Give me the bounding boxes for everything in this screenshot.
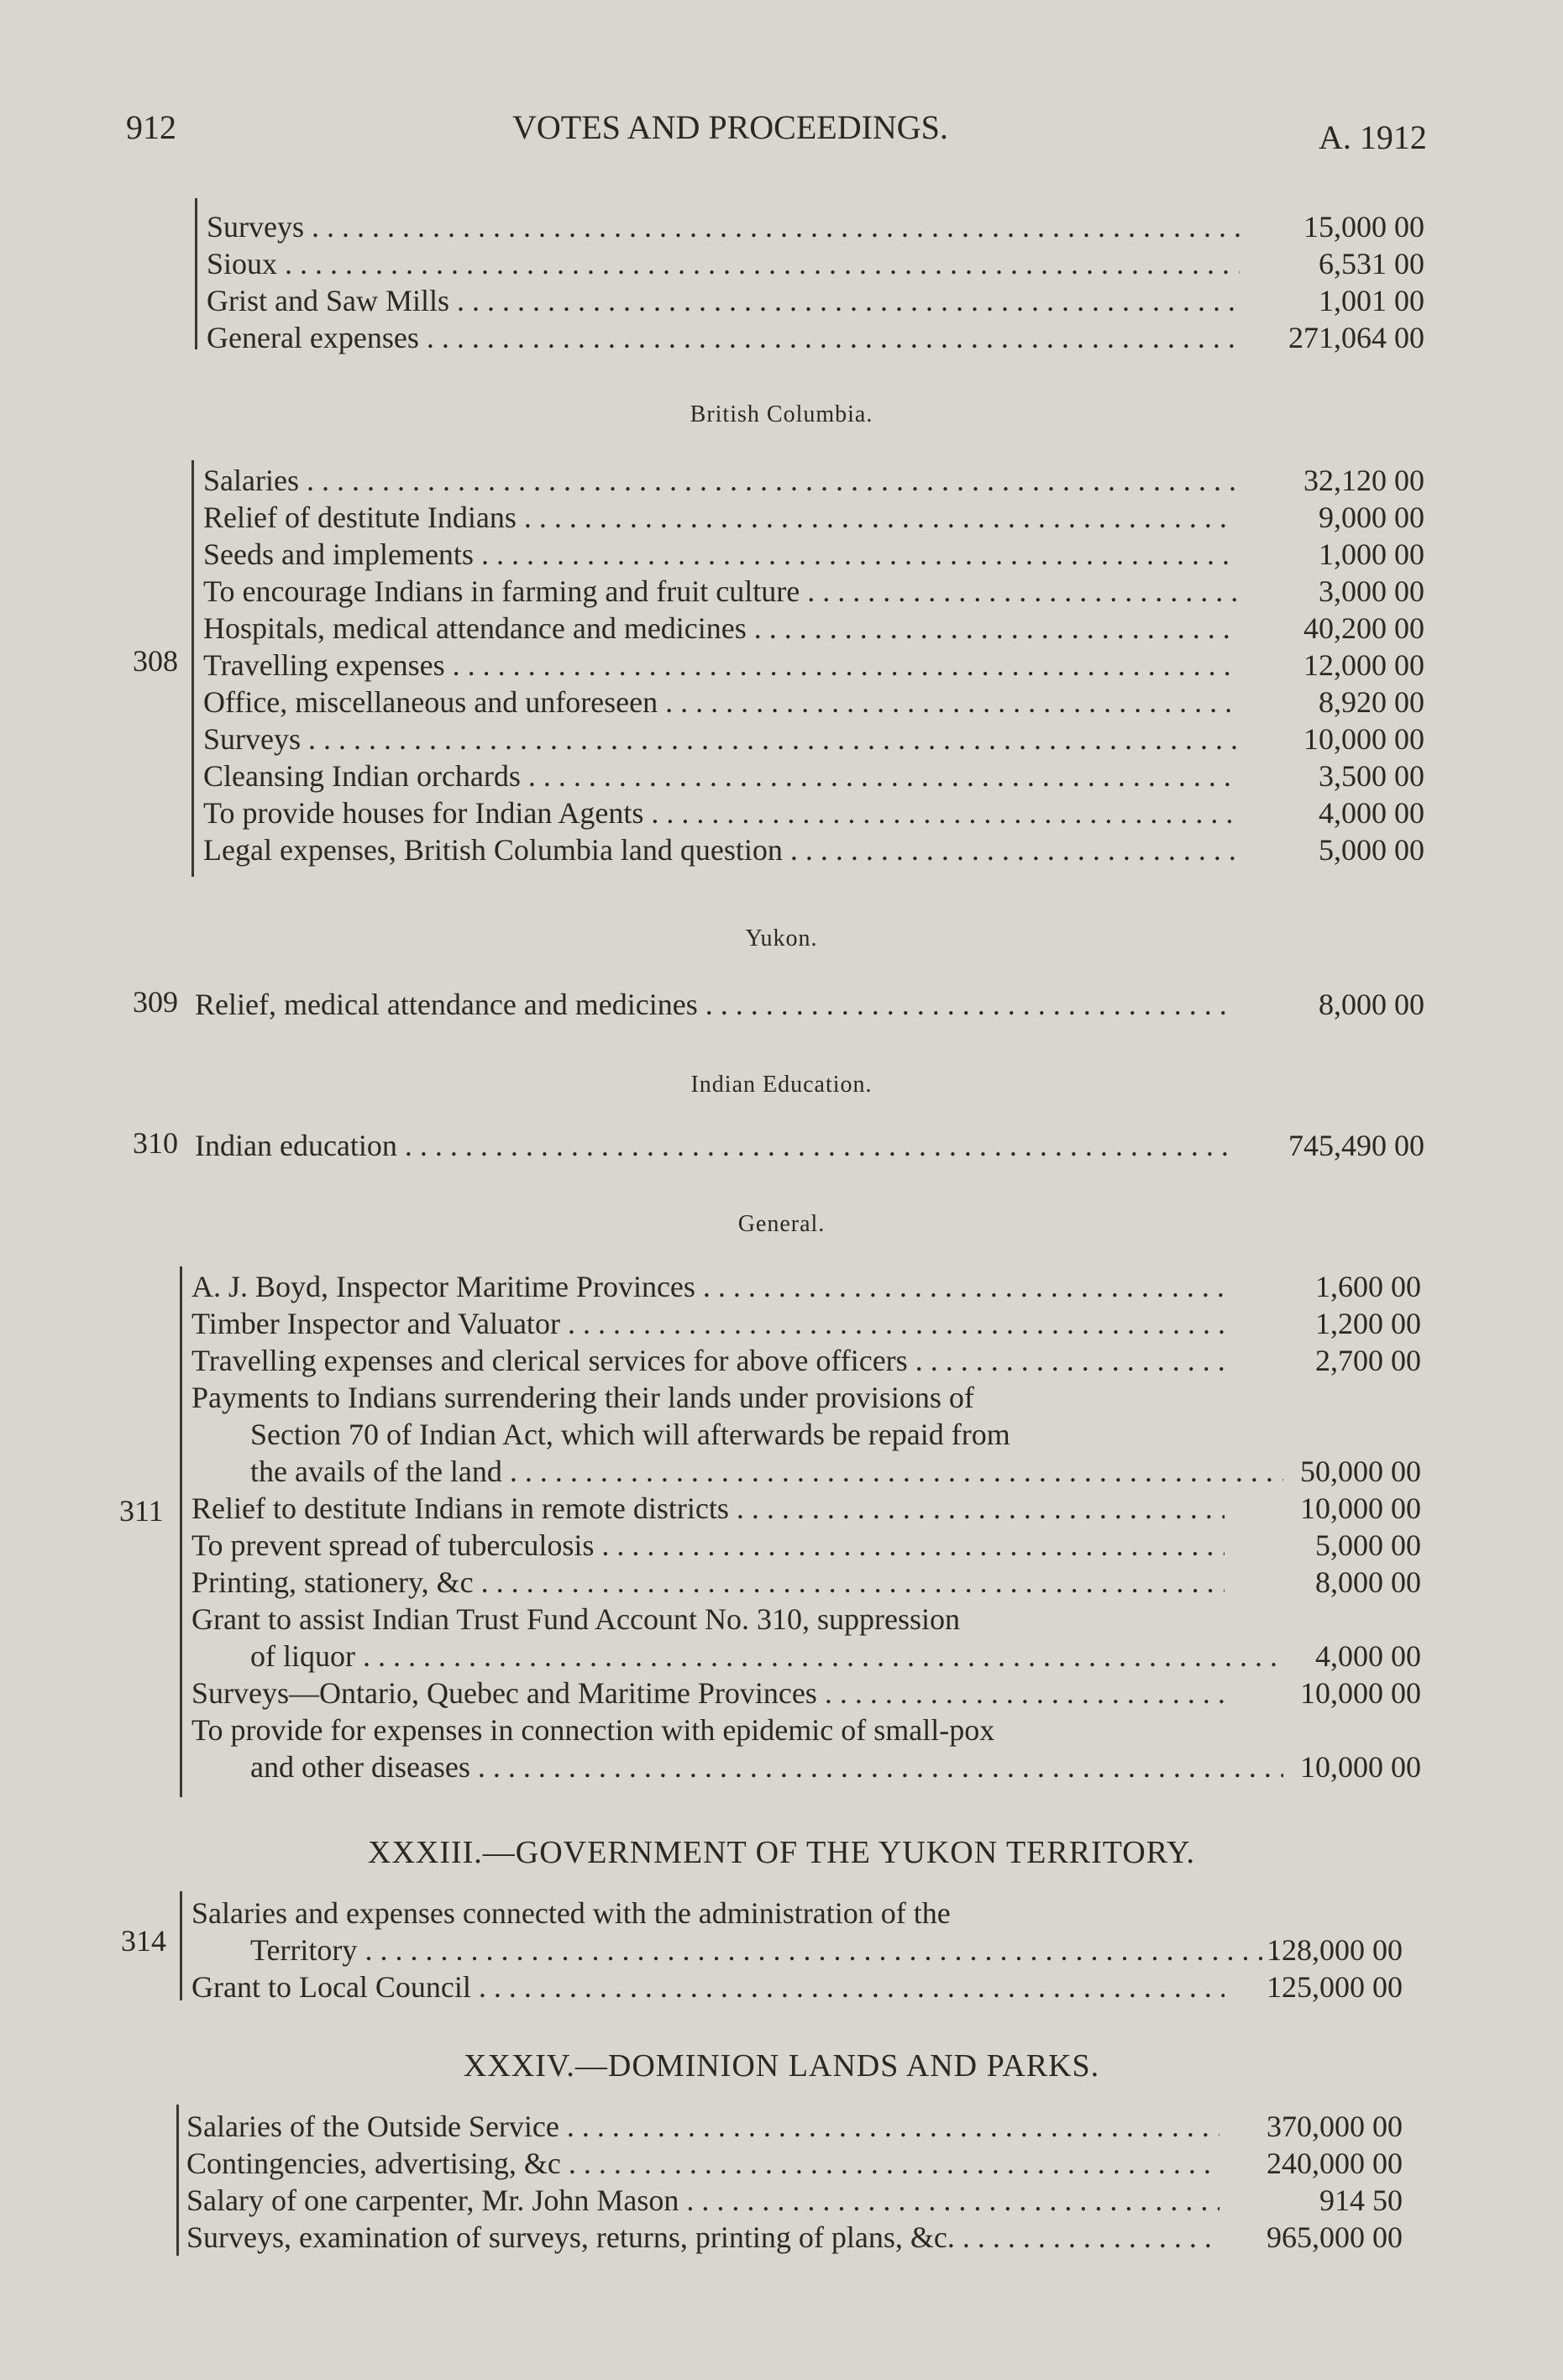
vote-number-311: 311: [119, 1494, 164, 1528]
list-item: Sioux . . . 6,531 00: [207, 245, 1424, 282]
list-item: Relief of destitute Indians . . . 9,000 00: [203, 499, 1424, 536]
list-item: Indian education . . . 745,490 00: [195, 1127, 1424, 1164]
section-heading-dominion-lands: XXXIV.—DOMINION LANDS AND PARKS.: [463, 2048, 1100, 2084]
list-item: Salaries . . . 32,120 00: [203, 462, 1424, 499]
list-item: Contingencies, advertising, &c . . . 240,000 00: [186, 2145, 1403, 2182]
list-item: Travelling expenses and clerical services for above officers . . . 2,700 00: [191, 1342, 1421, 1379]
brace-dominion-lands: [176, 2105, 179, 2256]
vote-number-310: 310: [133, 1126, 178, 1160]
list-item: Surveys . . . 15,000 00: [207, 208, 1424, 245]
brace-yukon-government: [180, 1891, 182, 2000]
section-heading-yukon-government: XXXIII.—GOVERNMENT OF THE YUKON TERRITORY.: [368, 1835, 1195, 1870]
section-heading-british-columbia: British Columbia.: [690, 401, 873, 427]
list-item: Grist and Saw Mills . . . 1,001 00: [207, 282, 1424, 319]
section-heading-general: General.: [737, 1211, 826, 1237]
list-item: of liquor . . . 4,000 00: [191, 1638, 1421, 1675]
list-item: and other diseases . . . 10,000 00: [191, 1748, 1421, 1785]
list-item: Territory . . . 128,000 00: [191, 1932, 1403, 1968]
list-item-line: Section 70 of Indian Act, which will afterwards be repaid from: [250, 1418, 1010, 1451]
vote-number-309: 309: [133, 985, 178, 1019]
list-item: Office, miscellaneous and unforeseen . . . 8,920 00: [203, 684, 1424, 721]
list-item: Seeds and implements . . . 1,000 00: [203, 536, 1424, 573]
list-item: the avails of the land . . . 50,000 00: [191, 1453, 1421, 1490]
brace-top-group: [195, 198, 197, 349]
list-item-line: Salaries and expenses connected with the administration of the: [191, 1896, 951, 1930]
list-item: Travelling expenses . . . 12,000 00: [203, 647, 1424, 684]
list-item: Legal expenses, British Columbia land question . . . 5,000 00: [203, 831, 1424, 868]
section-heading-indian-education: Indian Education.: [690, 1072, 873, 1098]
list-item: To provide houses for Indian Agents . . . 4,000 00: [203, 794, 1424, 831]
list-item: A. J. Boyd, Inspector Maritime Provinces . . . 1,600 00: [191, 1268, 1421, 1305]
list-item: Cleansing Indian orchards . . . 3,500 00: [203, 758, 1424, 794]
list-item-line: To provide for expenses in connection with epidemic of small-pox: [191, 1713, 995, 1747]
page-number: 912: [126, 108, 176, 146]
list-item: Grant to Local Council . . . 125,000 00: [191, 1968, 1403, 2005]
section-heading-yukon: Yukon.: [745, 925, 818, 951]
list-item: To prevent spread of tuberculosis . . . 5,000 00: [191, 1527, 1421, 1564]
vote-number-314: 314: [121, 1924, 166, 1958]
list-item: General expenses . . . 271,064 00: [207, 319, 1424, 356]
list-item-line: Grant to assist Indian Trust Fund Account No. 310, suppression: [191, 1602, 961, 1636]
list-item: Printing, stationery, &c . . . 8,000 00: [191, 1564, 1421, 1601]
list-item: Relief, medical attendance and medicines . . . 8,000 00: [195, 986, 1424, 1023]
list-item: Salary of one carpenter, Mr. John Mason . . . 914 50: [186, 2182, 1403, 2219]
list-item: Hospitals, medical attendance and medicines . . . 40,200 00: [203, 610, 1424, 647]
page-year: A. 1912: [1319, 118, 1427, 156]
list-item-line: Payments to Indians surrendering their lands under provisions of: [191, 1381, 974, 1414]
list-item: To encourage Indians in farming and fruit culture . . . 3,000 00: [203, 573, 1424, 610]
page-title: VOTES AND PROCEEDINGS.: [512, 108, 948, 146]
brace-british-columbia: [191, 460, 194, 877]
list-item: Surveys . . . 10,000 00: [203, 721, 1424, 758]
list-item: Surveys—Ontario, Quebec and Maritime Provinces . . . 10,000 00: [191, 1675, 1421, 1712]
brace-general: [180, 1266, 182, 1797]
vote-number-308: 308: [133, 644, 178, 678]
list-item: Timber Inspector and Valuator . . . 1,200 00: [191, 1305, 1421, 1342]
list-item: Relief to destitute Indians in remote districts . . . 10,000 00: [191, 1490, 1421, 1527]
list-item: Salaries of the Outside Service . . . 370,000 00: [186, 2108, 1403, 2145]
list-item: Surveys, examination of surveys, returns, printing of plans, &c. . . . 965,000 00: [186, 2219, 1403, 2256]
